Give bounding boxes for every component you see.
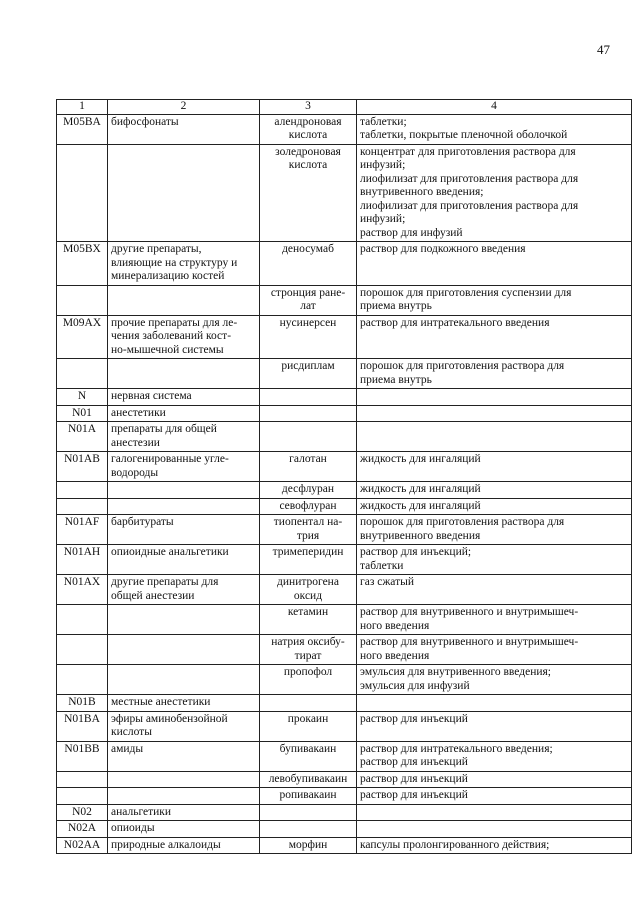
atc-code-cell: M05BA — [57, 114, 108, 144]
atc-code-cell: N — [57, 389, 108, 406]
dosage-forms-cell: жидкость для ингаляций — [357, 482, 632, 499]
drug-name-cell: ропивакаин — [260, 788, 357, 805]
group-name-cell: анестетики — [108, 405, 260, 422]
atc-code-cell — [57, 359, 108, 389]
drug-name-cell: морфин — [260, 837, 357, 854]
drug-name-cell: нусинерсен — [260, 315, 357, 359]
atc-code-cell: N01B — [57, 695, 108, 712]
atc-code-cell: N01A — [57, 422, 108, 452]
table-row — [57, 741, 632, 771]
table-row — [57, 804, 632, 821]
table-row — [57, 452, 632, 482]
group-name-cell — [108, 788, 260, 805]
table-row — [57, 405, 632, 422]
atc-code-cell: N01 — [57, 405, 108, 422]
drug-name-cell: пропофол — [260, 665, 357, 695]
dosage-forms-cell: жидкость для ингаляций — [357, 452, 632, 482]
atc-code-cell — [57, 285, 108, 315]
table-row — [57, 575, 632, 605]
dosage-forms-cell: порошок для приготовления суспензии для приема внутрь — [357, 285, 632, 315]
drug-name-cell: тримеперидин — [260, 545, 357, 575]
drug-name-cell: десфлуран — [260, 482, 357, 499]
atc-code-cell: M09AX — [57, 315, 108, 359]
table-header-row — [57, 100, 632, 115]
table-row — [57, 788, 632, 805]
dosage-forms-cell: таблетки; таблетки, покрытые пленочной оболочкой — [357, 114, 632, 144]
atc-code-cell — [57, 788, 108, 805]
table-row — [57, 635, 632, 665]
dosage-forms-cell: концентрат для приготовления раствора для инфузий; лиофилизат для приготовления раствора для внутривенного введения; лиофилизат для приготовления раствора для инфузий; раствор для инфузий — [357, 144, 632, 242]
header-col-2: 2 — [108, 100, 260, 115]
table-row — [57, 545, 632, 575]
group-name-cell: природные алкалоиды — [108, 837, 260, 854]
table-row — [57, 498, 632, 515]
drug-name-cell: тиопентал на- трия — [260, 515, 357, 545]
table-row — [57, 482, 632, 499]
table-row — [57, 285, 632, 315]
drug-name-cell: рисдиплам — [260, 359, 357, 389]
drug-name-cell: левобупивакаин — [260, 771, 357, 788]
group-name-cell: нервная система — [108, 389, 260, 406]
table-row — [57, 515, 632, 545]
dosage-forms-cell — [357, 695, 632, 712]
dosage-forms-cell: эмульсия для внутривенного введения; эмульсия для инфузий — [357, 665, 632, 695]
table-row — [57, 771, 632, 788]
drug-name-cell: натрия оксибу- тират — [260, 635, 357, 665]
table-row — [57, 114, 632, 144]
table-row — [57, 422, 632, 452]
dosage-forms-cell — [357, 821, 632, 838]
group-name-cell: амиды — [108, 741, 260, 771]
drug-table — [56, 99, 632, 854]
group-name-cell — [108, 498, 260, 515]
group-name-cell — [108, 635, 260, 665]
group-name-cell: галогенированные угле- водороды — [108, 452, 260, 482]
atc-code-cell: M05BX — [57, 242, 108, 286]
group-name-cell: барбитураты — [108, 515, 260, 545]
atc-code-cell: N02 — [57, 804, 108, 821]
dosage-forms-cell: капсулы пролонгированного действия; — [357, 837, 632, 854]
dosage-forms-cell: порошок для приготовления раствора для приема внутрь — [357, 359, 632, 389]
table-row — [57, 665, 632, 695]
dosage-forms-cell: порошок для приготовления раствора для внутривенного введения — [357, 515, 632, 545]
dosage-forms-cell: раствор для инъекций — [357, 788, 632, 805]
group-name-cell — [108, 665, 260, 695]
drug-name-cell: севофлуран — [260, 498, 357, 515]
dosage-forms-cell: газ сжатый — [357, 575, 632, 605]
group-name-cell: прочие препараты для ле- чения заболеваний кост- но-мышечной системы — [108, 315, 260, 359]
drug-name-cell: бупивакаин — [260, 741, 357, 771]
drug-name-cell — [260, 405, 357, 422]
dosage-forms-cell — [357, 389, 632, 406]
atc-code-cell: N02A — [57, 821, 108, 838]
drug-name-cell: галотан — [260, 452, 357, 482]
table-row — [57, 389, 632, 406]
page-number: 47 — [597, 42, 610, 57]
drug-name-cell — [260, 422, 357, 452]
table-row — [57, 605, 632, 635]
atc-code-cell: N01AX — [57, 575, 108, 605]
drug-name-cell: золедроновая кислота — [260, 144, 357, 242]
drug-name-cell: кетамин — [260, 605, 357, 635]
header-col-4: 4 — [357, 100, 632, 115]
table-row — [57, 359, 632, 389]
group-name-cell: эфиры аминобензойной кислоты — [108, 711, 260, 741]
atc-code-cell: N02AA — [57, 837, 108, 854]
drug-name-cell: алендроновая кислота — [260, 114, 357, 144]
atc-code-cell — [57, 482, 108, 499]
atc-code-cell — [57, 771, 108, 788]
group-name-cell: анальгетики — [108, 804, 260, 821]
group-name-cell: бифосфонаты — [108, 114, 260, 144]
group-name-cell — [108, 144, 260, 242]
drug-name-cell: прокаин — [260, 711, 357, 741]
table-row — [57, 695, 632, 712]
group-name-cell: препараты для общей анестезии — [108, 422, 260, 452]
atc-code-cell — [57, 144, 108, 242]
atc-code-cell: N01AF — [57, 515, 108, 545]
dosage-forms-cell: раствор для подкожного введения — [357, 242, 632, 286]
group-name-cell: другие препараты для общей анестезии — [108, 575, 260, 605]
group-name-cell — [108, 605, 260, 635]
group-name-cell: опиоиды — [108, 821, 260, 838]
table-row — [57, 821, 632, 838]
group-name-cell — [108, 771, 260, 788]
dosage-forms-cell: раствор для интратекального введения — [357, 315, 632, 359]
drug-name-cell — [260, 695, 357, 712]
atc-code-cell — [57, 665, 108, 695]
drug-name-cell — [260, 389, 357, 406]
atc-code-cell — [57, 605, 108, 635]
drug-name-cell — [260, 821, 357, 838]
table-row — [57, 242, 632, 286]
dosage-forms-cell: жидкость для ингаляций — [357, 498, 632, 515]
table-row — [57, 837, 632, 854]
group-name-cell: опиоидные анальгетики — [108, 545, 260, 575]
drug-name-cell: стронция ране- лат — [260, 285, 357, 315]
group-name-cell: местные анестетики — [108, 695, 260, 712]
header-col-1: 1 — [57, 100, 108, 115]
atc-code-cell — [57, 498, 108, 515]
atc-code-cell: N01AH — [57, 545, 108, 575]
dosage-forms-cell: раствор для инъекций — [357, 711, 632, 741]
drug-name-cell — [260, 804, 357, 821]
dosage-forms-cell: раствор для внутривенного и внутримышеч- ного введения — [357, 635, 632, 665]
header-col-3: 3 — [260, 100, 357, 115]
dosage-forms-cell: раствор для внутривенного и внутримышеч- ного введения — [357, 605, 632, 635]
table-row — [57, 711, 632, 741]
drug-name-cell: динитрогена оксид — [260, 575, 357, 605]
dosage-forms-cell: раствор для инъекций — [357, 771, 632, 788]
dosage-forms-cell — [357, 422, 632, 452]
dosage-forms-cell: раствор для интратекального введения; раствор для инъекций — [357, 741, 632, 771]
atc-code-cell: N01BA — [57, 711, 108, 741]
dosage-forms-cell — [357, 405, 632, 422]
table-row — [57, 144, 632, 242]
atc-code-cell: N01BB — [57, 741, 108, 771]
group-name-cell — [108, 482, 260, 499]
group-name-cell — [108, 359, 260, 389]
drug-name-cell: деносумаб — [260, 242, 357, 286]
group-name-cell: другие препараты, влияющие на структуру и минерализацию костей — [108, 242, 260, 286]
atc-code-cell: N01AB — [57, 452, 108, 482]
group-name-cell — [108, 285, 260, 315]
dosage-forms-cell: раствор для инъекций; таблетки — [357, 545, 632, 575]
atc-code-cell — [57, 635, 108, 665]
table-row — [57, 315, 632, 359]
dosage-forms-cell — [357, 804, 632, 821]
